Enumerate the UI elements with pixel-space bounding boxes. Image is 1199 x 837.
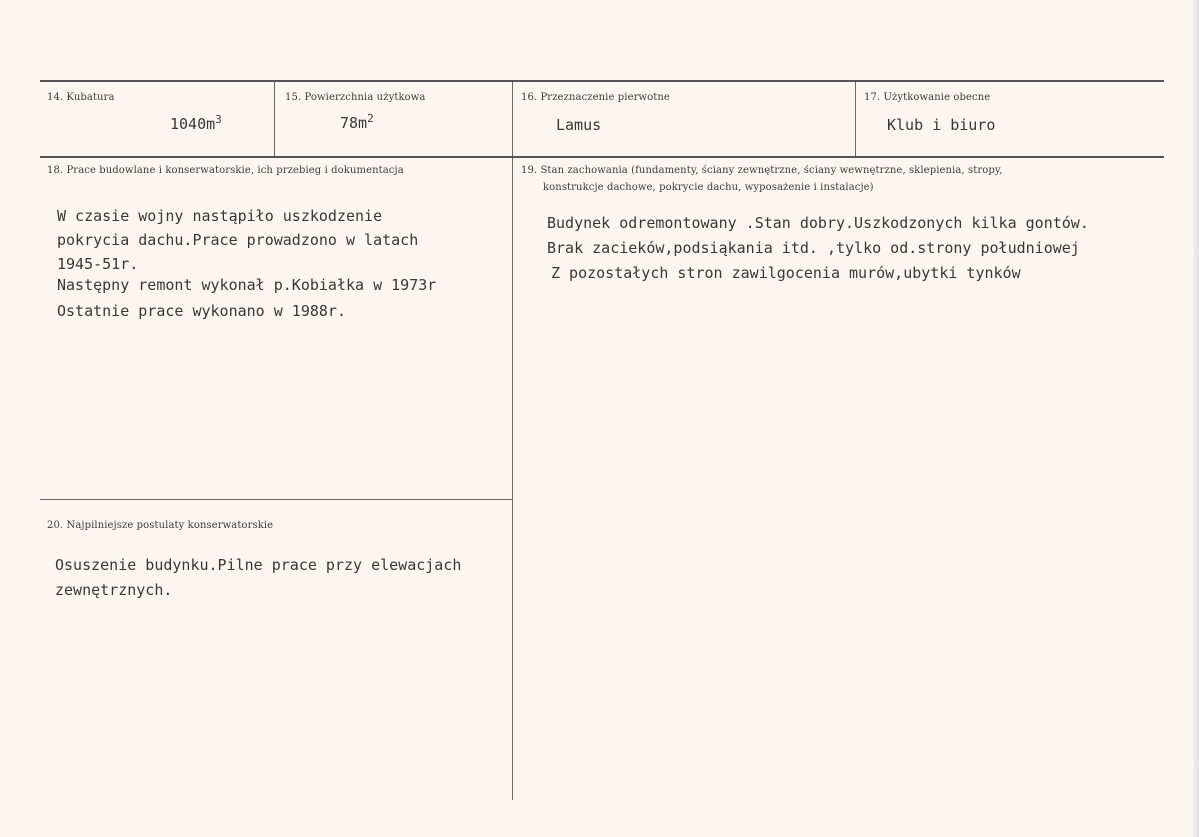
uzytkowanie-value: Klub i biuro: [887, 116, 996, 134]
postulaty-line-2: zewnętrznych.: [55, 581, 173, 599]
divider-16-17: [855, 82, 856, 156]
top-rule: [40, 80, 1164, 82]
section-20-rule: [40, 499, 512, 500]
stan-label-2: konstrukcje dachowe, pokrycie dachu, wyposażenie i instalacje): [543, 182, 874, 193]
przeznaczenie-value: Lamus: [556, 116, 602, 134]
prace-line-4: Następny remont wykonał p.Kobiałka w 1973r: [57, 276, 437, 294]
prace-label: 18. Prace budowlane i konserwatorskie, ich przebieg i dokumentacja: [47, 165, 404, 176]
divider-14-15: [274, 82, 275, 156]
middle-rule: [40, 156, 1164, 158]
stan-line-2: Brak zacieków,podsiąkania itd. ,tylko od.strony południowej: [547, 239, 1080, 257]
stan-label-1: 19. Stan zachowania (fundamenty, ściany zewnętrzne, ściany wewnętrzne, sklepienia, stropy,: [521, 165, 1003, 176]
stan-line-1: Budynek odremontowany .Stan dobry.Uszkodzonych kilka gontów.: [547, 214, 1089, 232]
card-edge: [1193, 0, 1199, 837]
postulaty-line-1: Osuszenie budynku.Pilne prace przy elewacjach: [55, 556, 462, 574]
powierzchnia-label: 15. Powierzchnia użytkowa: [285, 92, 426, 103]
prace-line-5: Ostatnie prace wykonano w 1988r.: [57, 302, 346, 320]
uzytkowanie-label: 17. Użytkowanie obecne: [864, 92, 991, 103]
powierzchnia-value: $78m^2$: [340, 112, 374, 132]
stan-line-3: Z pozostałych stron zawilgocenia murów,ubytki tynków: [551, 264, 1021, 282]
prace-line-2: pokrycia dachu.Prace prowadzono w latach: [57, 231, 419, 249]
divider-lower: [512, 158, 513, 800]
kubatura-label: 14. Kubatura: [47, 92, 115, 103]
prace-line-3: 1945-51r.: [57, 255, 139, 273]
przeznaczenie-label: 16. Przeznaczenie pierwotne: [521, 92, 670, 103]
prace-line-1: W czasie wojny nastąpiło uszkodzenie: [57, 207, 383, 225]
postulaty-label: 20. Najpilniejsze postulaty konserwatorskie: [47, 520, 274, 531]
kubatura-value: $1040m^3$: [170, 113, 222, 133]
divider-15-16: [512, 82, 513, 156]
